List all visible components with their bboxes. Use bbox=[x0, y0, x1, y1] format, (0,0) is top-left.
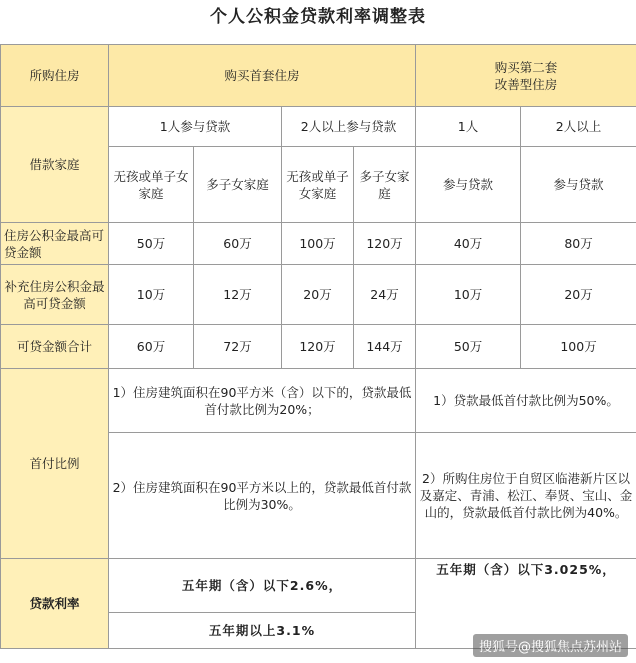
table-row bbox=[1, 325, 636, 369]
watermark: 搜狐号@搜狐焦点苏州站 bbox=[473, 634, 628, 657]
row-label-total: 可贷金额合计 bbox=[1, 325, 109, 369]
second-two-plus: 2人以上 bbox=[521, 107, 636, 147]
cell-value: 12万 bbox=[194, 265, 282, 325]
cell-value: 60万 bbox=[194, 223, 282, 265]
no-child-family-a: 无孩或单子女家庭 bbox=[109, 147, 194, 223]
header-housing: 所购住房 bbox=[1, 45, 109, 107]
second-participate-b: 参与贷款 bbox=[521, 147, 636, 223]
two-plus-loan: 2人以上参与贷款 bbox=[282, 107, 416, 147]
cell-value: 24万 bbox=[354, 265, 416, 325]
down-payment-first-a: 1）住房建筑面积在90平方米（含）以下的，贷款最低首付款比例为20%； bbox=[109, 369, 416, 433]
down-payment-label: 首付比例 bbox=[1, 369, 109, 559]
no-child-family-b: 无孩或单子女家庭 bbox=[282, 147, 354, 223]
rate-table bbox=[0, 44, 636, 649]
second-one-person: 1人 bbox=[416, 107, 521, 147]
down-payment-first-b: 2）住房建筑面积在90平方米以上的，贷款最低首付款比例为30%。 bbox=[109, 433, 416, 559]
cell-value: 120万 bbox=[282, 325, 354, 369]
cell-value: 100万 bbox=[282, 223, 354, 265]
cell-value: 100万 bbox=[521, 325, 636, 369]
multi-child-family-a: 多子女家庭 bbox=[194, 147, 282, 223]
one-person-loan: 1人参与贷款 bbox=[109, 107, 282, 147]
second-participate-a: 参与贷款 bbox=[416, 147, 521, 223]
cell-value: 20万 bbox=[521, 265, 636, 325]
header-second-home-line1: 购买第二套 bbox=[494, 59, 558, 75]
header-first-home: 购买首套住房 bbox=[109, 45, 416, 107]
cell-value: 10万 bbox=[109, 265, 194, 325]
header-second-home bbox=[416, 45, 636, 107]
cell-value: 10万 bbox=[416, 265, 521, 325]
rate-first-b: 五年期以上3.1% bbox=[109, 613, 416, 649]
cell-value: 50万 bbox=[109, 223, 194, 265]
row-label-provident: 住房公积金最高可贷金额 bbox=[1, 223, 109, 265]
cell-value: 80万 bbox=[521, 223, 636, 265]
table-row bbox=[1, 223, 636, 265]
rate-second-a: 五年期（含）以下3.025%， bbox=[416, 559, 636, 649]
cell-value: 50万 bbox=[416, 325, 521, 369]
row-label-supplementary: 补充住房公积金最高可贷金额 bbox=[1, 265, 109, 325]
family-label: 借款家庭 bbox=[1, 107, 109, 223]
cell-value: 20万 bbox=[282, 265, 354, 325]
cell-value: 144万 bbox=[354, 325, 416, 369]
loan-rate-label: 贷款利率 bbox=[1, 559, 109, 649]
rate-first-a: 五年期（含）以下2.6%， bbox=[109, 559, 416, 613]
cell-value: 72万 bbox=[194, 325, 282, 369]
cell-value: 60万 bbox=[109, 325, 194, 369]
down-payment-second-b: 2）所购住房位于自贸区临港新片区以及嘉定、青浦、松江、奉贤、宝山、金山的，贷款最低首付款比例为40%。 bbox=[416, 433, 636, 559]
page-title: 个人公积金贷款利率调整表 bbox=[210, 7, 426, 27]
multi-child-family-b: 多子女家庭 bbox=[354, 147, 416, 223]
header-second-home-line2: 改善型住房 bbox=[494, 76, 558, 92]
down-payment-second-a: 1）贷款最低首付款比例为50%。 bbox=[416, 369, 636, 433]
table-row bbox=[1, 265, 636, 325]
cell-value: 40万 bbox=[416, 223, 521, 265]
cell-value: 120万 bbox=[354, 223, 416, 265]
